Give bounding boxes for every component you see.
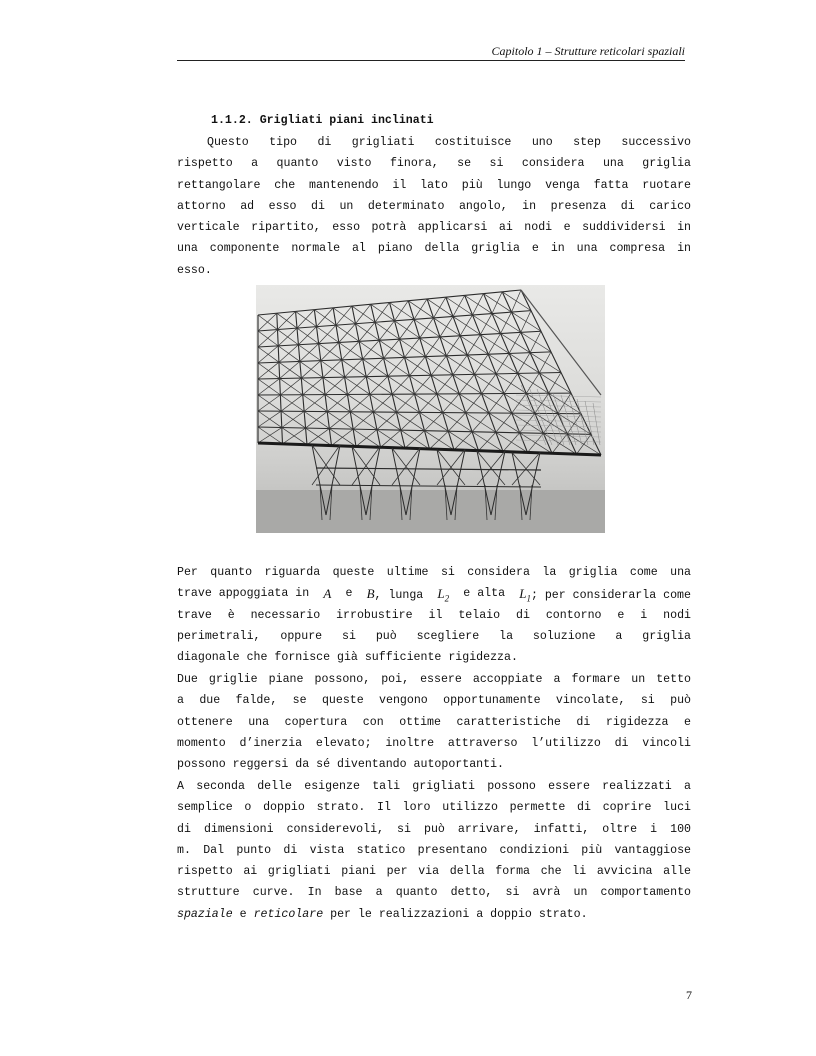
frame-strut — [258, 362, 279, 379]
frame-strut — [353, 429, 380, 447]
paragraph-line: Due griglie piane possono, poi, essere accoppiate a formare un tetto — [177, 673, 691, 686]
frame-strut — [482, 394, 512, 414]
frame-strut — [443, 394, 460, 413]
frame-strut — [488, 334, 500, 355]
frame-strut — [434, 318, 461, 336]
frame-strut — [530, 331, 541, 352]
frame-strut — [401, 412, 420, 430]
frame-strut — [333, 308, 355, 324]
frame-strut — [356, 430, 377, 447]
frame-strut — [370, 376, 388, 394]
frame-strut — [366, 358, 383, 376]
space-frame-photo — [256, 285, 605, 533]
frame-strut — [474, 354, 488, 374]
frame-strut — [396, 394, 414, 412]
text-fragment: trave appoggiata in — [177, 587, 310, 601]
frame-strut — [512, 290, 522, 312]
frame-strut — [440, 316, 453, 336]
frame-strut — [431, 375, 459, 394]
frame-strut — [430, 431, 449, 449]
frame-strut — [453, 375, 482, 394]
frame-strut — [323, 378, 348, 395]
frame-strut — [392, 376, 409, 394]
frame-strut — [298, 327, 316, 345]
frame-strut — [569, 397, 582, 445]
variable-b-group — [367, 583, 424, 604]
frame-strut — [342, 341, 359, 359]
frame-strut — [298, 345, 320, 361]
frame-strut — [501, 312, 512, 333]
frame-strut — [353, 412, 373, 429]
variable-a: A — [323, 586, 332, 602]
paragraph-line: a due falde, se queste vengono opportunamente vincolate, si può — [177, 694, 691, 708]
frame-strut — [503, 433, 520, 452]
frame-strut — [278, 328, 297, 346]
frame-strut — [516, 395, 601, 397]
frame-strut — [304, 395, 325, 412]
frame-strut — [388, 357, 405, 376]
frame-strut — [350, 412, 377, 430]
frame-strut — [552, 434, 567, 453]
frame-strut — [306, 412, 328, 428]
frame-strut — [278, 311, 296, 329]
frame-strut — [415, 375, 432, 394]
side-edge — [521, 290, 601, 395]
paragraph-line: verticale ripartito, esso potrà applicarsi ai nodi e suddividersi in — [177, 221, 691, 235]
frame-strut — [489, 394, 504, 413]
frame-strut — [496, 413, 512, 432]
frame-strut — [473, 294, 484, 315]
frame-strut — [516, 405, 601, 407]
frame-strut — [516, 430, 601, 432]
paragraph-line: Per quanto riguarda queste ultime si considera la griglia come una — [177, 566, 691, 579]
frame-strut — [258, 313, 277, 331]
frame-strut — [297, 310, 314, 328]
paragraph-line: trave è necessario irrobustire il telaio di contorno e i nodi — [177, 608, 691, 622]
variable-l1: L — [519, 586, 527, 602]
frame-strut — [496, 353, 509, 373]
frame-strut — [453, 355, 468, 375]
running-header: Capitolo 1 – Strutture reticolari spaziali — [491, 44, 685, 58]
frame-strut — [325, 395, 350, 412]
frame-strut — [543, 414, 558, 434]
paragraph-4 — [177, 776, 691, 925]
frame-strut — [446, 336, 460, 356]
frame-strut — [258, 315, 278, 330]
header-rule — [177, 60, 685, 61]
frame-strut — [420, 318, 434, 338]
text-fragment: e — [345, 587, 353, 601]
frame-strut — [356, 304, 371, 323]
frame-strut — [350, 394, 370, 411]
frame-strut — [384, 339, 400, 358]
frame-strut — [414, 319, 440, 337]
paragraph-line: una componente normale al piano della griglia e in una compresa in — [177, 242, 691, 256]
paragraph-line: di dimensioni considerevoli, si può arrivare, infatti, oltre i 100 — [177, 822, 691, 836]
paragraph-line: momento d’inerzia elevato; inoltre attraverso l’utilizzo di vincoli — [177, 736, 691, 750]
frame-strut — [437, 375, 453, 394]
frame-strut — [472, 432, 503, 452]
frame-strut — [431, 356, 446, 375]
frame-strut — [336, 325, 359, 341]
frame-strut — [528, 433, 544, 452]
frame-strut — [319, 325, 336, 343]
text-fragment: per le realizzazioni a doppio strato. — [330, 907, 588, 921]
frame-strut — [420, 338, 447, 356]
paragraph-line: rispetto a quanto visto finora, se si considera una griglia — [177, 157, 691, 171]
paragraph-line: m. Dal punto di vista statico presentano condizioni più vantaggiose — [177, 843, 691, 857]
frame-strut — [520, 413, 535, 432]
frame-strut — [300, 361, 323, 377]
frame-strut — [395, 301, 409, 321]
frame-strut — [325, 377, 345, 394]
frame-strut — [347, 394, 373, 412]
frame-strut — [332, 429, 354, 445]
frame-strut — [375, 303, 390, 323]
frame-strut — [373, 394, 392, 412]
frame-strut — [521, 311, 531, 333]
frame-strut — [319, 344, 342, 360]
paragraph-line: ottenere una copertura con ottime caratteristiche di rigidezza e — [177, 715, 691, 729]
frame-strut — [434, 297, 446, 318]
paragraph-line: attorno ad esso di un determinato angolo, in presenza di carico — [177, 199, 691, 213]
frame-strut — [301, 361, 321, 378]
frame-strut — [414, 299, 427, 319]
frame-strut — [459, 374, 474, 393]
frame-strut — [303, 395, 328, 412]
frame-strut — [454, 432, 472, 450]
paragraph-2 — [177, 562, 691, 668]
paragraph-line: esso. — [177, 263, 212, 277]
frame-strut — [466, 413, 496, 433]
frame-strut — [425, 357, 452, 375]
frame-strut — [466, 394, 482, 413]
frame-strut — [258, 346, 278, 363]
paragraph-3 — [177, 669, 691, 775]
frame-strut — [280, 378, 301, 395]
paragraph-1 — [177, 132, 691, 281]
frame-strut — [425, 413, 443, 431]
subscript-2: 2 — [444, 593, 450, 604]
paragraph-line: rispetto ai grigliati piani per via della forma che li avvicina alle — [177, 865, 691, 879]
frame-strut — [327, 394, 347, 411]
frame-strut — [516, 425, 601, 427]
frame-strut — [278, 330, 299, 345]
text-fragment: , lunga — [374, 589, 424, 603]
frame-strut — [301, 378, 325, 395]
frame-strut — [504, 373, 518, 393]
paragraph-line: diagonale che fornisce già sufficiente rigidezza. — [177, 651, 518, 665]
frame-strut — [427, 299, 453, 317]
text-fragment: ; per considerarla come — [530, 589, 691, 603]
paragraph-line: semplice o doppio strato. Il loro utilizzo permette di coprire luci — [177, 801, 691, 815]
frame-strut — [518, 353, 530, 374]
frame-strut — [339, 343, 363, 360]
paragraph-line: A seconda delle esigenze tali grigliati possono essere realizzati a — [177, 780, 691, 793]
frame-strut — [516, 440, 601, 442]
frame-strut — [509, 332, 521, 353]
frame-strut — [280, 361, 300, 378]
frame-strut — [489, 413, 520, 433]
frame-strut — [453, 295, 465, 316]
paragraph-line: possono reggersi da sé diventando autoportanti. — [177, 758, 504, 772]
italic-term-spaziale: spaziale — [177, 907, 233, 921]
frame-strut — [345, 377, 370, 394]
frame-strut — [459, 394, 489, 413]
paragraph-line-with-italics — [177, 904, 691, 925]
frame-strut — [482, 374, 497, 394]
variable-l2: L — [437, 586, 445, 602]
lower-chord — [316, 485, 541, 487]
frame-strut — [321, 343, 339, 361]
section-title: 1.1.2. Grigliati piani inclinati — [211, 114, 434, 127]
frame-strut — [279, 362, 301, 378]
frame-strut — [329, 412, 350, 429]
perimeter-beam — [258, 443, 601, 455]
frame-strut — [420, 394, 437, 412]
frame-strut — [379, 321, 394, 340]
frame-strut — [437, 394, 466, 413]
frame-strut — [258, 330, 278, 347]
frame-strut — [303, 378, 323, 395]
frame-strut — [516, 400, 601, 402]
paragraph-line: rettangolare che mantenendo il lato più lungo venga fatta ruotare — [177, 178, 691, 192]
frame-strut — [321, 361, 345, 378]
frame-strut — [314, 310, 336, 326]
frame-strut — [593, 403, 600, 445]
paragraph-line: Questo tipo di grigliati costituisce uno step successivo — [207, 136, 691, 149]
frame-strut — [342, 360, 367, 377]
frame-strut — [405, 338, 420, 357]
frame-strut — [472, 413, 489, 432]
subscript-1: 1 — [526, 593, 531, 604]
frame-strut — [467, 335, 480, 355]
frame-strut — [405, 431, 425, 448]
paragraph-line-with-variables — [177, 583, 691, 604]
frame-strut — [347, 377, 366, 395]
variable-b: B — [366, 586, 375, 602]
frame-strut — [336, 306, 352, 325]
frame-strut — [258, 331, 278, 346]
frame-strut — [279, 345, 299, 362]
frame-strut — [300, 344, 319, 362]
italic-term-reticolare: reticolare — [253, 907, 324, 921]
floor-surface — [256, 490, 605, 533]
frame-strut — [549, 373, 561, 394]
frame-strut — [480, 314, 492, 335]
frame-strut — [339, 324, 356, 343]
frame-strut — [577, 399, 588, 445]
frame-strut — [317, 308, 334, 327]
frame-strut — [492, 292, 502, 314]
frame-strut — [317, 327, 339, 343]
text-fragment: e alta — [463, 587, 506, 601]
frame-strut — [363, 340, 380, 359]
frame-strut — [539, 352, 551, 373]
frame-strut — [359, 322, 375, 341]
space-frame-illustration — [256, 285, 605, 533]
frame-strut — [400, 319, 415, 339]
frame-strut — [410, 357, 426, 376]
paragraph-line: strutture curve. In base a quanto detto, si avrà un comportamento — [177, 886, 691, 900]
text-fragment: e — [239, 907, 247, 921]
frame-strut — [448, 413, 465, 431]
lower-chord — [316, 468, 541, 470]
frame-strut — [278, 346, 300, 362]
variable-l2-group — [437, 583, 449, 604]
frame-strut — [297, 328, 319, 344]
frame-strut — [296, 311, 317, 326]
frame-strut — [440, 337, 467, 355]
frame-strut — [446, 356, 474, 375]
frame-strut — [345, 359, 363, 377]
frame-strut — [408, 301, 433, 318]
paragraph-line: perimetrali, oppure si può scegliere la soluzione a griglia — [177, 629, 691, 643]
frame-strut — [323, 360, 342, 378]
frame-strut — [327, 412, 353, 430]
frame-strut — [577, 434, 592, 454]
frame-strut — [479, 432, 496, 450]
frame-strut — [516, 435, 601, 437]
frame-strut — [381, 430, 401, 447]
frame-strut — [460, 315, 472, 336]
page-number: 7 — [686, 988, 692, 1002]
frame-strut — [277, 313, 297, 328]
variable-l1-group — [519, 583, 691, 604]
frame-strut — [425, 337, 440, 357]
frame-strut — [377, 412, 397, 429]
